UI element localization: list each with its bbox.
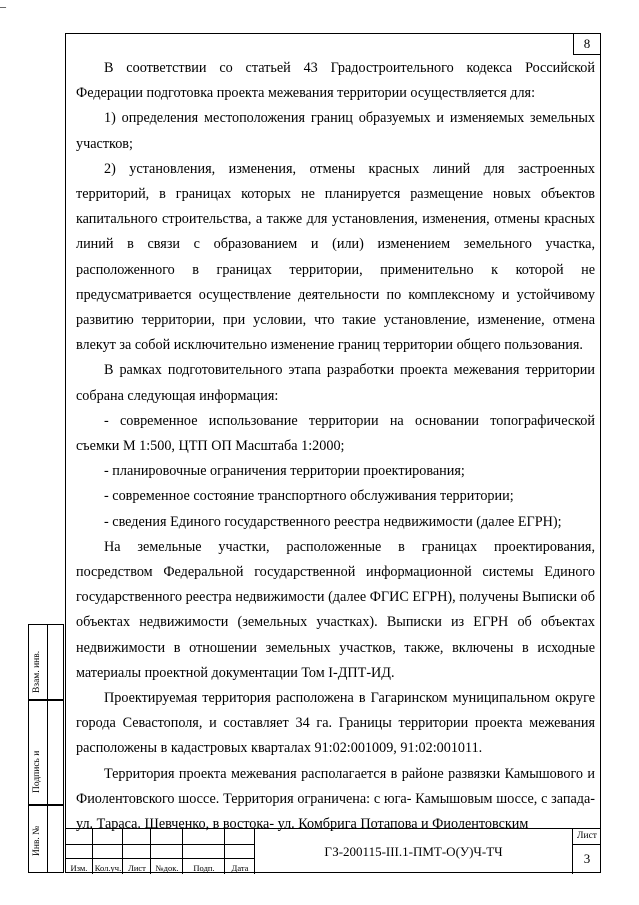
page-frame <box>65 33 601 873</box>
sheet-number: 3 <box>583 851 591 866</box>
corner-mark: – <box>0 0 6 13</box>
body-text <box>76 56 595 837</box>
paragraph: 2) установления, изменения, отмены красных линий для застроенных территорий, в границах которых не планируется размещение новых объектов капитального строительства, а также для установления, изменения, отмены красных линий в связи с образованием и (или) изменением земельного участка, расположенного в границах территории, применительно к которой не предусматривается осуществление деятельности по комплексному и устойчивому развитию территории, при условии, что такие установление, изменение, отмена влекут за собой исключительно изменение границ территории общего пользования. <box>76 160 595 354</box>
sheet-box <box>573 829 601 874</box>
document-code: ГЗ-200115-III.1-ПМТ-О(У)Ч-ТЧ <box>255 829 573 874</box>
title-block-grid <box>65 829 255 874</box>
paragraph: - планировочные ограничения территории проектирования; <box>104 463 465 480</box>
page-number: 8 <box>573 33 601 55</box>
tb-header-podp: Подп. <box>193 863 215 873</box>
side-stamp-podpis <box>28 700 64 805</box>
tb-header-list: Лист <box>128 863 146 873</box>
sheet-label: Лист <box>573 829 601 845</box>
paragraph: Проектируемая территория расположена в Гагаринском муниципальном округе города Севастополя, и составляет 34 га. Границы территории проекта межевания расположены в кадастровых кварталах 91:02:001009, 91:02:001011. <box>76 690 595 757</box>
side-label-vzam-inv: Взам. инв. <box>32 650 42 693</box>
side-stamp-vzam <box>28 624 64 700</box>
paragraph: - современное состояние транспортного обслуживания территории; <box>104 488 514 505</box>
side-stamp-inv <box>28 805 64 873</box>
paragraph: На земельные участки, расположенные в границах проектирования, посредством Федеральной государственной информационной системы Единого государственного реестра недвижимости (далее ФГИС ЕГРН), получены Выписки об объектах недвижимости (земельных участках). Выписки из ЕГРН об объектах недвижимости в отношении земельных участков, также, включены в исходные материалы проектной документации Том I-ДПТ-ИД. <box>76 538 595 681</box>
paragraph: - сведения Единого государственного реестра недвижимости (далее ЕГРН); <box>104 513 562 530</box>
paragraph: В соответствии со статьей 43 Градостроительного кодекса Российской Федерации подготовка проекта межевания территории осуществляется для: <box>76 60 595 102</box>
paragraph: - современное использование территории на основании топографической съемки М 1:500, ЦТП ОП Масштаба 1:2000; <box>76 412 595 455</box>
paragraph: 1) определения местоположения границ образуемых и изменяемых земельных участков; <box>76 110 595 152</box>
side-label-podpis: Подпись и <box>32 750 42 793</box>
side-label-inv-no: Инв. № <box>32 825 42 856</box>
title-block <box>65 828 601 873</box>
paragraph: Территория проекта межевания располагается в районе развязки Камышового и Фиолентовского шоссе. Территория ограничена: с юга- Камышовым шоссе, с запада- ул. Тараса. Шевченко, в востока- ул. Комбрига Потапова и Фиолентовским <box>76 765 595 833</box>
tb-header-data: Дата <box>231 863 249 873</box>
paragraph: В рамках подготовительного этапа разработки проекта межевания территории собрана следующая информация: <box>76 362 595 404</box>
tb-header-kol-uch: Кол.уч. <box>94 863 122 873</box>
tb-header-ndok: №док. <box>155 863 179 873</box>
tb-header-izm: Изм. <box>70 863 88 873</box>
